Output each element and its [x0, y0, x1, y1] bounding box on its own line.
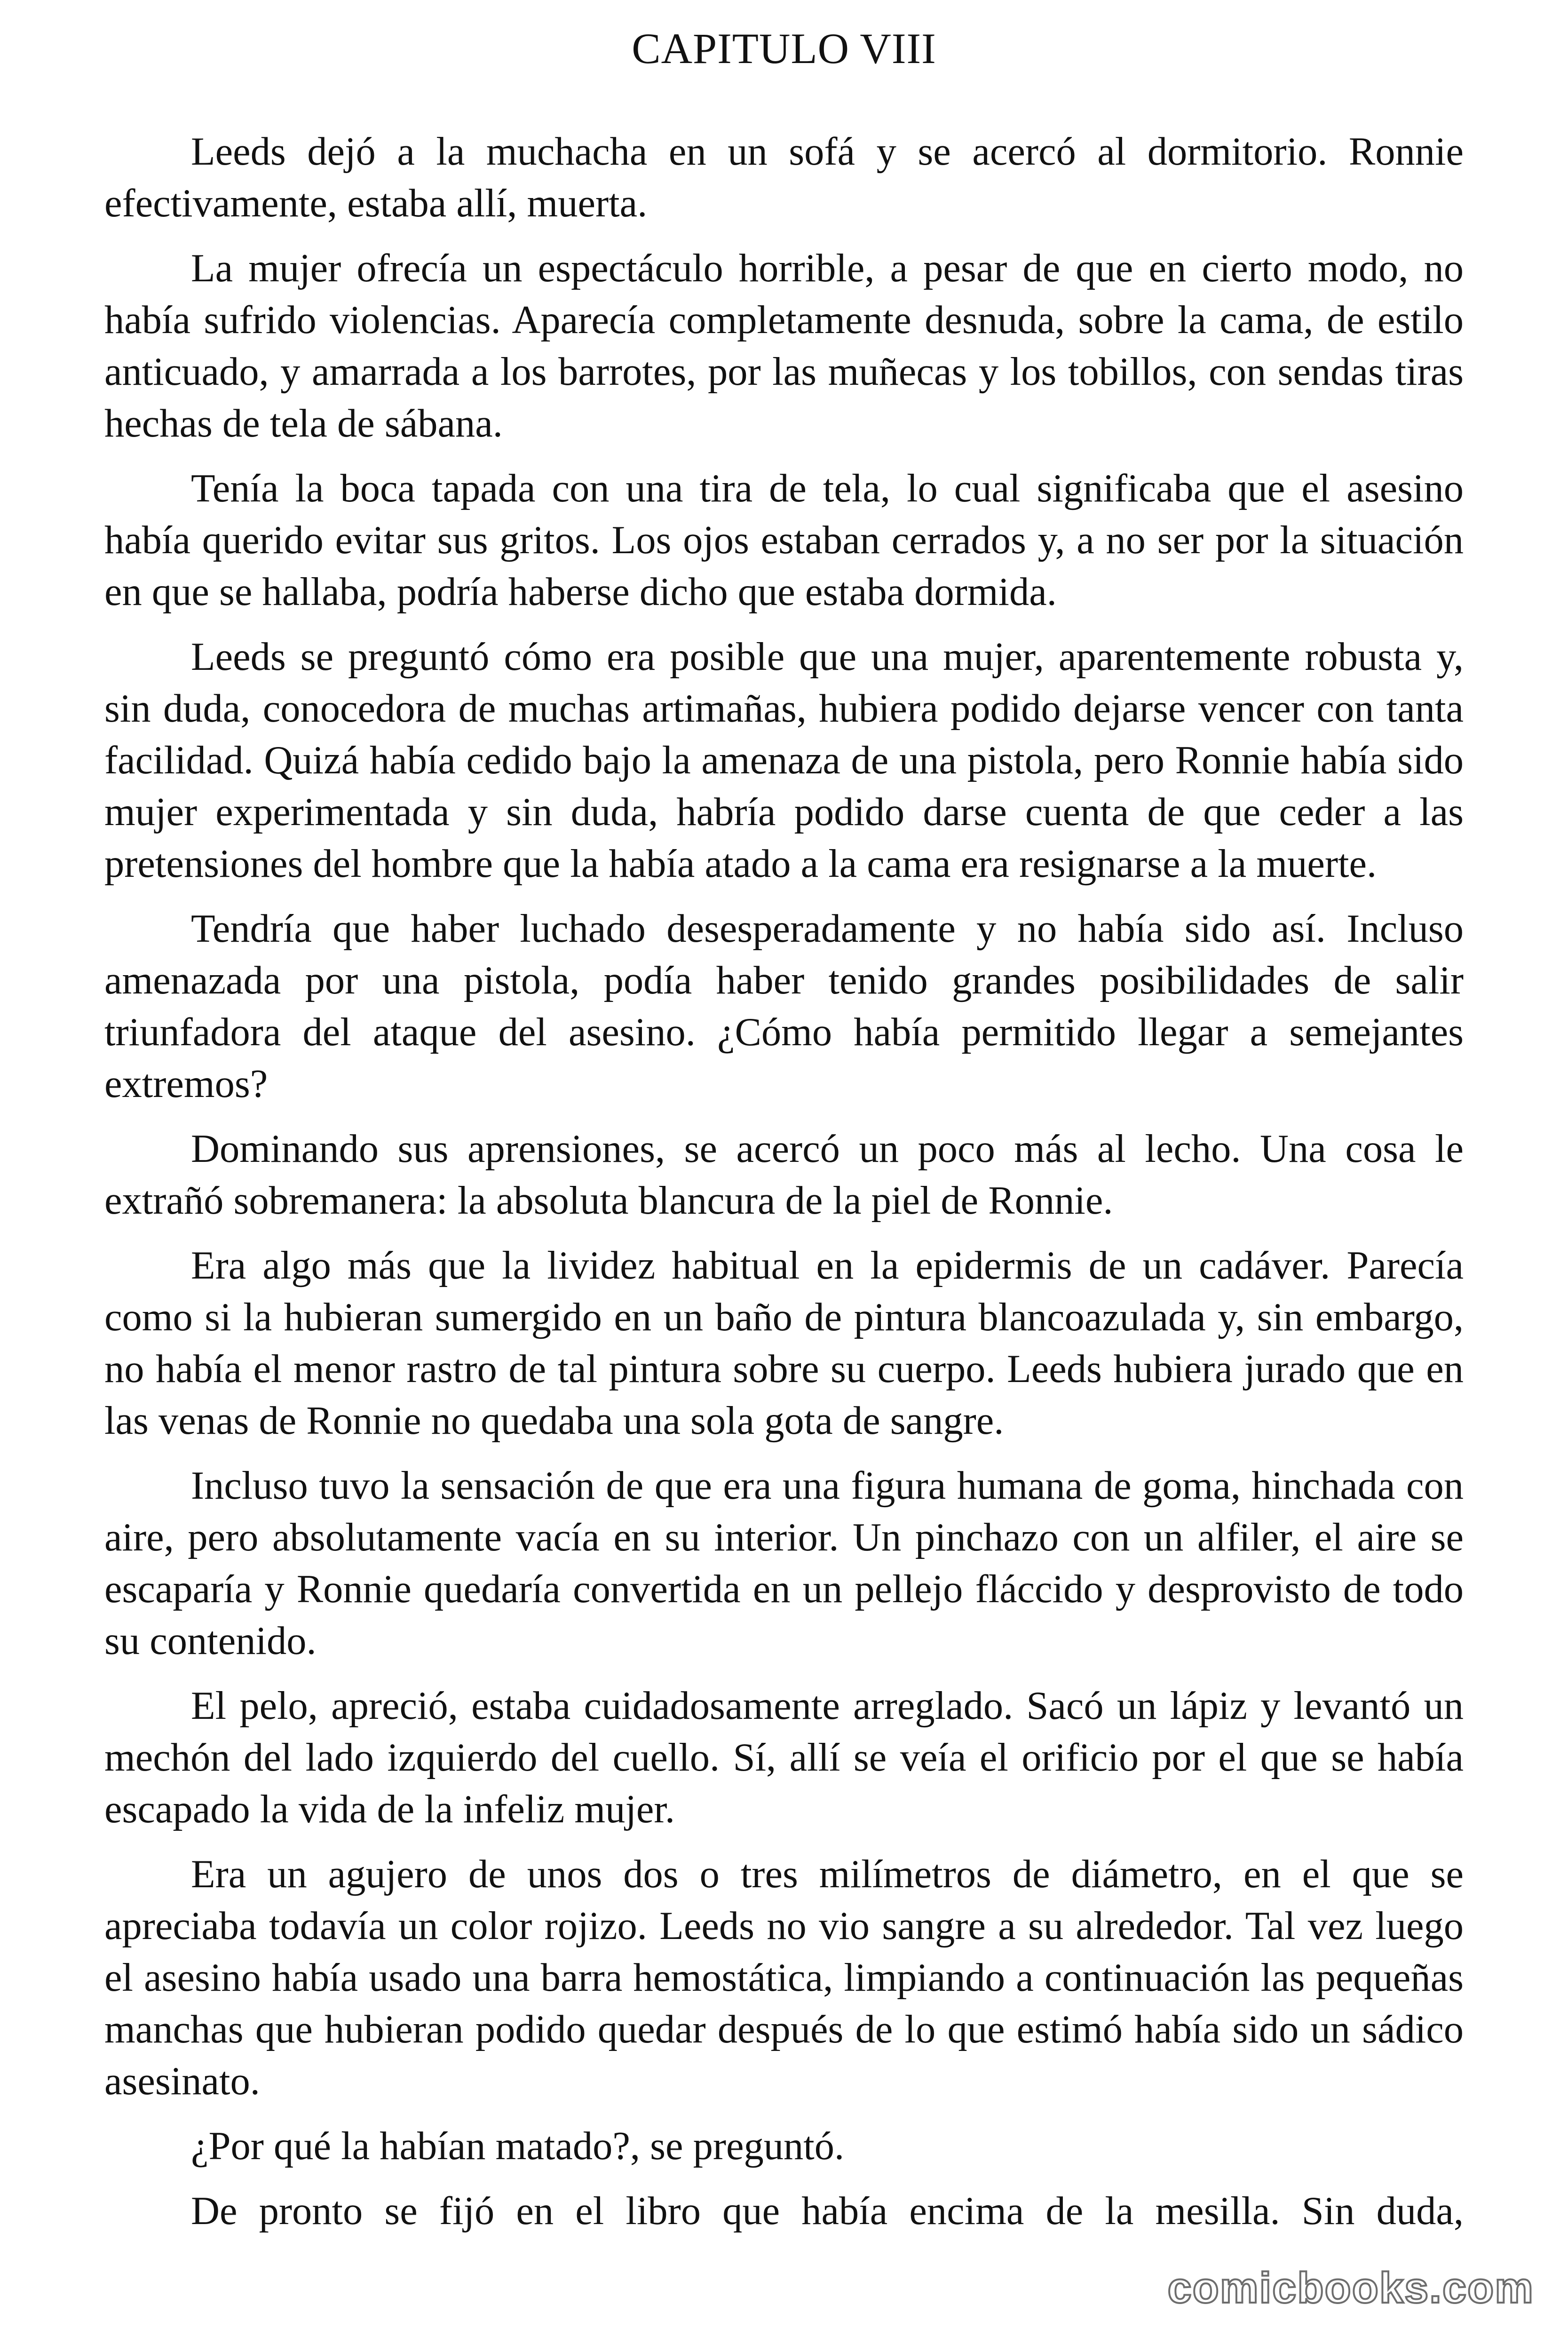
paragraph: Incluso tuvo la sensación de que era una figura humana de goma, hinchada con aire, pero absolutamente vacía en su interior. Un pinchazo con un alfiler, el aire se escaparía y Ronnie quedaría convertida en un pellejo fláccido y desprovisto de todo su contenido.	[104, 1464, 1464, 1663]
paragraph: ¿Por qué la habían matado?, se preguntó.	[191, 2124, 845, 2168]
paragraph: El pelo, apreció, estaba cuidadosamente arreglado. Sacó un lápiz y levantó un mechón del lado izquierdo del cuello. Sí, allí se veía el orificio por el que se había escapado la vida de la infeliz mujer.	[104, 1684, 1464, 1831]
paragraph: Leeds se preguntó cómo era posible que una mujer, aparentemente robusta y, sin duda, conocedora de muchas artimañas, hubiera podido dejarse vencer con tanta facilidad. Quizá había cedido bajo la amenaza de una pistola, pero Ronnie había sido mujer experimentada y sin duda, habría podido darse cuenta de que ceder a las pretensiones del hombre que la había atado a la cama era resignarse a la muerte.	[104, 635, 1464, 886]
paragraph-continued: De pronto se fijó en el libro que había encima de la mesilla. Sin duda,	[191, 2189, 1464, 2233]
paragraph: Tenía la boca tapada con una tira de tela, lo cual significaba que el asesino había querido evitar sus gritos. Los ojos estaban cerrados y, a no ser por la situación en que se hallaba, podría haberse dicho que estaba dormida.	[104, 467, 1464, 614]
chapter-body	[104, 126, 1464, 2237]
paragraph: Era un agujero de unos dos o tres milímetros de diámetro, en el que se apreciaba todavía un color rojizo. Leeds no vio sangre a su alrededor. Tal vez luego el asesino había usado una barra hemostática, limpiando a continuación las pequeñas manchas que hubieran podido quedar después de lo que estimó había sido un sádico asesinato.	[104, 1852, 1464, 2103]
paragraph: Leeds dejó a la muchacha en un sofá y se acercó al dormitorio. Ronnie efectivamente, estaba allí, muerta.	[104, 130, 1464, 225]
chapter-title: CAPITULO VIII	[632, 24, 936, 72]
paragraph: Tendría que haber luchado desesperadamente y no había sido así. Incluso amenazada por una pistola, podía haber tenido grandes posibilidades de salir triunfadora del ataque del asesino. ¿Cómo había permitido llegar a semejantes extremos?	[104, 907, 1464, 1106]
site-watermark: comicbooks.com	[1167, 2264, 1534, 2312]
paragraph: Dominando sus aprensiones, se acercó un poco más al lecho. Una cosa le extrañó sobremanera: la absoluta blancura de la piel de Ronnie.	[104, 1127, 1464, 1223]
paragraph: Era algo más que la lividez habitual en la epidermis de un cadáver. Parecía como si la hubieran sumergido en un baño de pintura blancoazulada y, sin embargo, no había el menor rastro de tal pintura sobre su cuerpo. Leeds hubiera jurado que en las venas de Ronnie no quedaba una sola gota de sangre.	[104, 1244, 1464, 1443]
paragraph: La mujer ofrecía un espectáculo horrible, a pesar de que en cierto modo, no había sufrido violencias. Aparecía completamente desnuda, sobre la cama, de estilo anticuado, y amarrada a los barrotes, por las muñecas y los tobillos, con sendas tiras hechas de tela de sábana.	[104, 246, 1464, 445]
